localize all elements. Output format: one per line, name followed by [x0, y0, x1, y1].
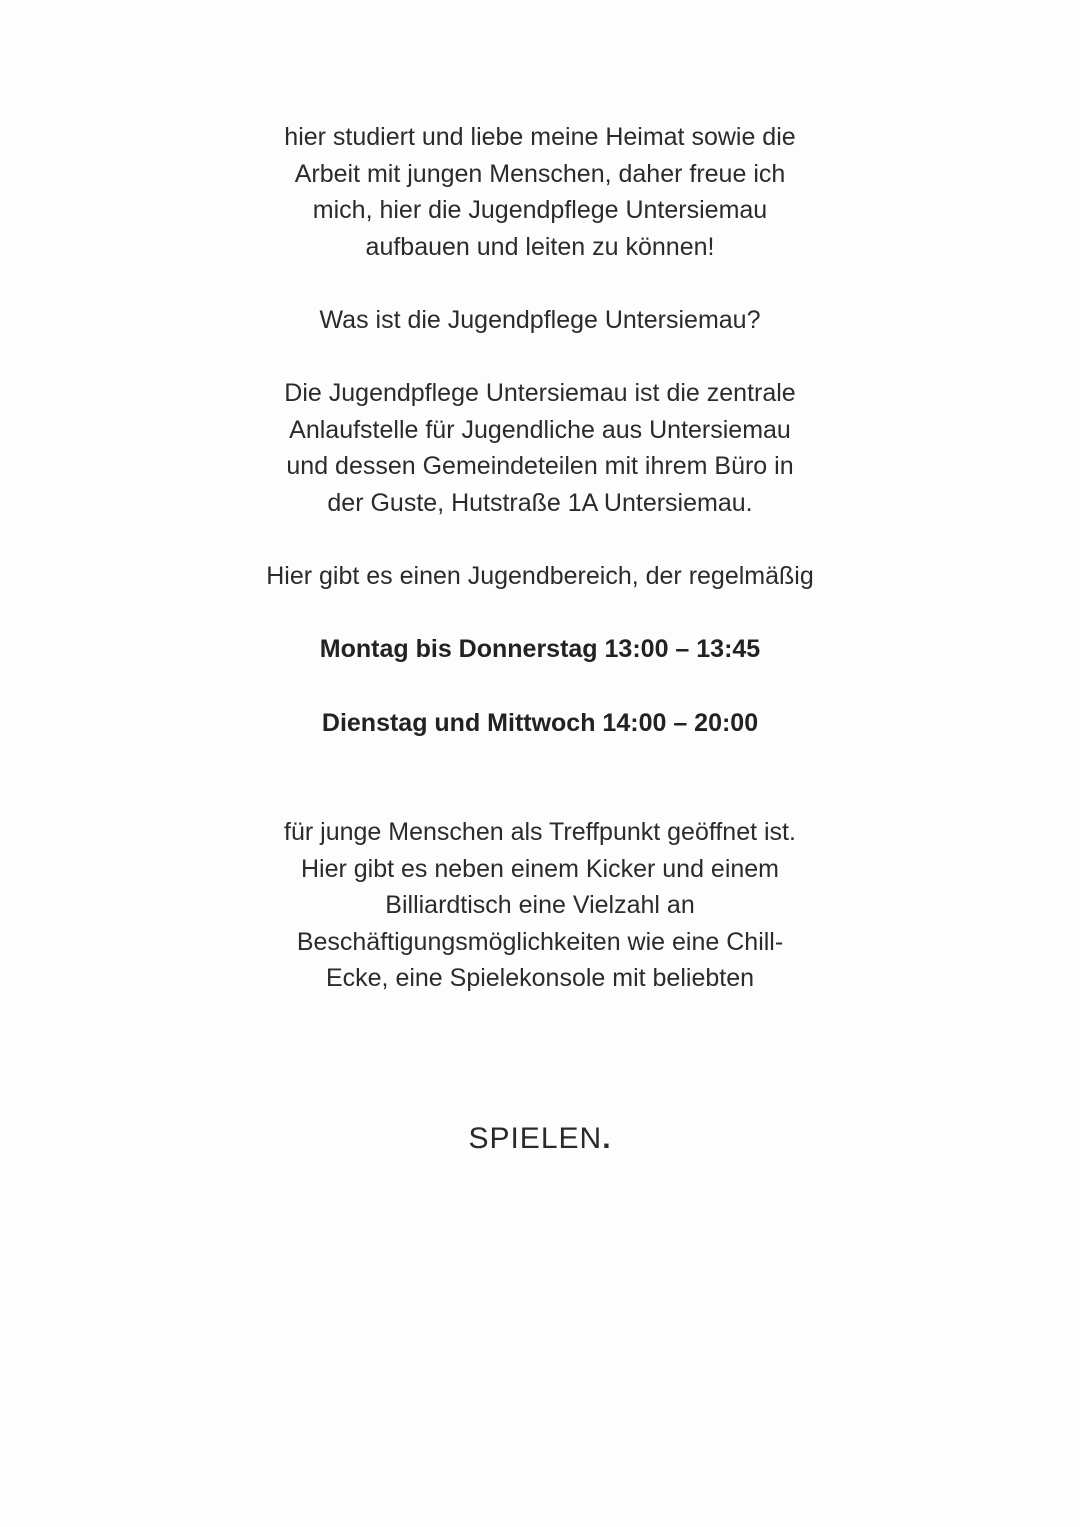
text-line: Die Jugendpflege Untersiemau ist die zentrale [284, 379, 796, 408]
intro-paragraph [240, 119, 840, 265]
activities-paragraph [240, 814, 840, 997]
text-line: Anlaufstelle für Jugendliche aus Untersiemau [289, 415, 791, 444]
text-line: der Guste, Hutstraße 1A Untersiemau. [327, 488, 753, 517]
text-line: und dessen Gemeindeteilen mit ihrem Büro in [286, 452, 794, 481]
text-line: mich, hier die Jugendpflege Untersiemau [312, 196, 768, 225]
text-line: Was ist die Jugendpflege Untersiemau? [319, 305, 761, 334]
text-line: Montag bis Donnerstag 13:00 – 13:45 [319, 635, 761, 664]
question-heading [240, 302, 840, 339]
description-paragraph [240, 375, 840, 521]
opening-hours-2 [240, 705, 840, 742]
text-line: Billiardtisch eine Vielzahl an [385, 891, 695, 920]
text-line: Hier gibt es einen Jugendbereich, der regelmäßig [266, 562, 814, 591]
text-line: hier studiert und liebe meine Heimat sowie die [284, 123, 796, 151]
youth-area-paragraph [240, 558, 840, 595]
opening-hours-1 [240, 631, 840, 668]
text-line: Beschäftigungsmöglichkeiten wie eine Chill- [296, 927, 784, 956]
text-line: Hier gibt es neben einem Kicker und einem [300, 854, 780, 883]
text-line: Ecke, eine Spielekonsole mit beliebten [325, 964, 755, 993]
section-title-spielen [0, 1122, 1080, 1156]
text-line: Arbeit mit jungen Menschen, daher freue ich [294, 159, 786, 188]
brand-text: SPIELEN [468, 1122, 603, 1155]
text-line: für junge Menschen als Treffpunkt geöffnet ist. [284, 818, 796, 847]
brand-dot: . [602, 1122, 612, 1155]
text-line: Dienstag und Mittwoch 14:00 – 20:00 [321, 708, 759, 737]
text-line: aufbauen und leiten zu können! [365, 232, 715, 261]
article-content [0, 119, 1080, 997]
